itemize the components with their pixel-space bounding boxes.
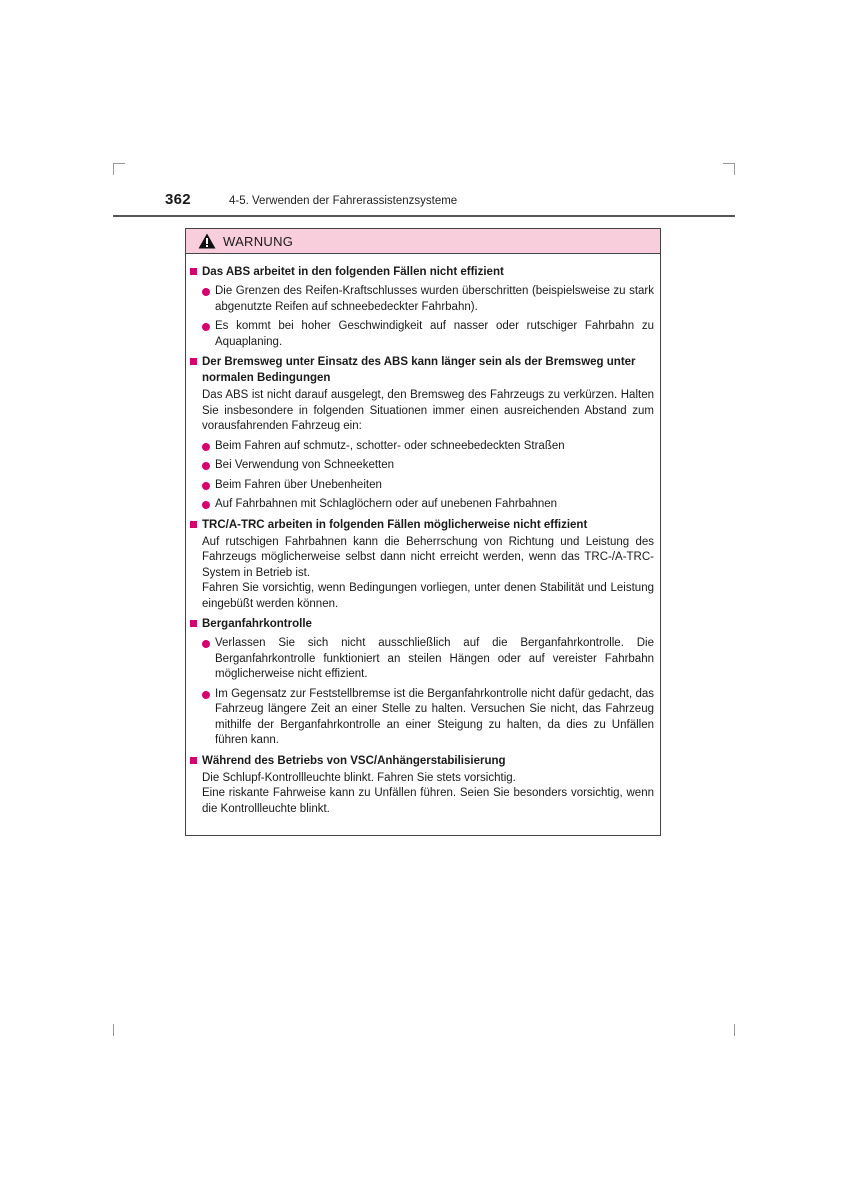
section-heading-text: Während des Betriebs von VSC/Anhängerstabilisierung [202,754,506,767]
list-item-text: Beim Fahren über Unebenheiten [215,478,382,491]
section-heading-text: TRC/A-TRC arbeiten in folgenden Fällen möglicherweise nicht effizient [202,518,588,531]
warning-triangle-icon [198,233,216,249]
crop-mark-top-left-v [113,163,114,175]
paragraph: Die Schlupf-Kontrollleuchte blinkt. Fahren Sie stets vorsichtig. [202,771,516,784]
warning-box [185,228,661,836]
list-item [202,439,654,455]
warning-header [186,229,660,254]
list-item-text: Auf Fahrbahnen mit Schlaglöchern oder auf unebenen Fahrbahnen [215,498,558,510]
list-item-text: Bei Verwendung von Schneeketten [215,459,395,471]
section-heading-hill [190,616,654,632]
chapter-title: 4-5. Verwenden der Fahrerassistenzsysteme [229,195,458,207]
circle-bullet-icon [202,501,210,509]
paragraph: Das ABS ist nicht darauf ausgelegt, den Bremsweg des Fahrzeugs zu verkürzen. Halten Sie insbesondere in folgenden Situationen immer einen ausreichenden Abstand zum vorausfahrenden Fahrzeug ein: [202,389,654,432]
section-heading-brake [190,354,654,386]
list-item-text: Im Gegensatz zur Feststellbremse ist die Berganfahrkontrolle nicht dafür gedacht, das Fahrzeug längere Zeit an einer Stelle zu halten. Versuchen Sie nicht, das Fahrzeug mithilfe der Berganfahrkontrolle an einer Steigung zu halten, da dies zu Unfällen führen kann. [215,687,654,746]
crop-mark-bottom-left-v [113,1024,114,1036]
list-item-text: Verlassen Sie sich nicht ausschließlich auf die Berganfahrkontrolle. Die Berganfahrkontrolle funktioniert an steilen Hängen oder auf vereister Fahrbahn möglicherweise nicht effizient. [215,637,654,680]
section-heading-abs [190,264,654,280]
square-bullet-icon [190,268,197,275]
square-bullet-icon [190,358,197,365]
section-heading-vsc [190,753,654,769]
crop-mark-top-left-h [113,163,125,164]
warning-body [186,254,660,817]
list-item [202,284,654,315]
section-heading-text: Der Bremsweg unter Einsatz des ABS kann länger sein als der Bremsweg unter normalen Bedingungen [202,356,636,384]
circle-bullet-icon [202,482,210,490]
circle-bullet-icon [202,640,210,648]
square-bullet-icon [190,757,197,764]
square-bullet-icon [190,620,197,627]
circle-bullet-icon [202,443,210,451]
section-heading-trc [190,517,654,533]
list-item [202,478,654,494]
list-item [202,636,654,683]
list-item-text: Es kommt bei hoher Geschwindigkeit auf nasser oder rutschiger Fahrbahn zu Aquaplaning. [215,320,654,348]
crop-mark-top-right-v [734,163,735,175]
circle-bullet-icon [202,323,210,331]
circle-bullet-icon [202,691,210,699]
paragraph: Fahren Sie vorsichtig, wenn Bedingungen vorliegen, unter denen Stabilität und Leistung eingebüßt werden können. [202,582,654,610]
list-item [202,687,654,749]
section-heading-text: Berganfahrkontrolle [202,618,312,630]
warning-label: WARNUNG [223,233,294,249]
list-item [202,458,654,474]
circle-bullet-icon [202,462,210,470]
section-heading-text: Das ABS arbeitet in den folgenden Fällen nicht effizient [202,266,504,278]
page-number: 362 [165,191,191,208]
crop-mark-bottom-right-v [734,1024,735,1036]
list-item [202,319,654,350]
circle-bullet-icon [202,288,210,296]
list-item-text: Die Grenzen des Reifen-Kraftschlusses wurden überschritten (beispielsweise zu stark abgenutzte Reifen auf schneebedeckter Fahrbahn). [215,285,654,313]
list-item [202,497,654,513]
header-rule [113,215,735,217]
paragraph: Eine riskante Fahrweise kann zu Unfällen führen. Seien Sie besonders vorsichtig, wenn die Kontrollleuchte blinkt. [202,787,654,815]
list-item-text: Beim Fahren auf schmutz-, schotter- oder schneebedeckten Straßen [215,439,565,452]
paragraph: Auf rutschigen Fahrbahnen kann die Beherrschung von Richtung und Leistung des Fahrzeugs möglicherweise selbst dann nicht erreicht werden, wenn das TRC-/A-TRC-System in Betrieb ist. [202,535,654,579]
square-bullet-icon [190,521,197,528]
